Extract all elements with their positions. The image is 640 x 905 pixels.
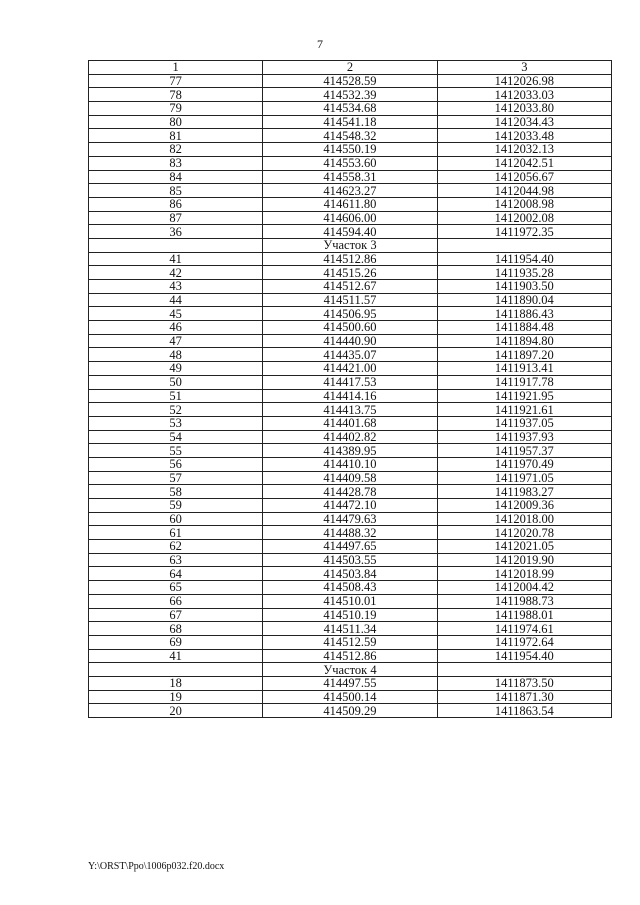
x-coordinate-cell: 414435.07 bbox=[263, 348, 437, 362]
y-coordinate-cell: 1412008.98 bbox=[437, 197, 611, 211]
point-number-cell: 64 bbox=[89, 567, 263, 581]
file-path-footer: Y:\ORST\Ppo\1006p032.f20.docx bbox=[88, 861, 225, 872]
y-coordinate-cell: 1412018.99 bbox=[437, 567, 611, 581]
header-cell-1: 1 bbox=[89, 61, 263, 75]
point-number-cell: 42 bbox=[89, 266, 263, 280]
point-number-cell: 48 bbox=[89, 348, 263, 362]
x-coordinate-cell: 414509.29 bbox=[263, 704, 437, 718]
point-number-cell: 55 bbox=[89, 444, 263, 458]
x-coordinate-cell: 414508.43 bbox=[263, 581, 437, 595]
point-number-cell: 49 bbox=[89, 362, 263, 376]
y-coordinate-cell: 1412033.80 bbox=[437, 102, 611, 116]
x-coordinate-cell: 414409.58 bbox=[263, 471, 437, 485]
x-coordinate-cell: 414515.26 bbox=[263, 266, 437, 280]
table-row bbox=[89, 444, 612, 458]
table-header-row bbox=[89, 61, 612, 75]
point-number-cell: 86 bbox=[89, 197, 263, 211]
x-coordinate-cell: 414497.65 bbox=[263, 540, 437, 554]
y-coordinate-cell: 1412020.78 bbox=[437, 526, 611, 540]
point-number-cell: 66 bbox=[89, 594, 263, 608]
table-row bbox=[89, 225, 612, 239]
y-coordinate-cell: 1411871.30 bbox=[437, 690, 611, 704]
y-coordinate-cell: 1411974.61 bbox=[437, 622, 611, 636]
table-row bbox=[89, 526, 612, 540]
x-coordinate-cell: 414389.95 bbox=[263, 444, 437, 458]
x-coordinate-cell: 414541.18 bbox=[263, 115, 437, 129]
x-coordinate-cell: 414410.10 bbox=[263, 457, 437, 471]
y-coordinate-cell: 1412026.98 bbox=[437, 74, 611, 88]
table-row bbox=[89, 581, 612, 595]
x-coordinate-cell: 414417.53 bbox=[263, 375, 437, 389]
table-row bbox=[89, 594, 612, 608]
y-coordinate-cell: 1411921.61 bbox=[437, 403, 611, 417]
section-title: Участок 4 bbox=[263, 663, 437, 677]
table-row bbox=[89, 540, 612, 554]
point-number-cell: 61 bbox=[89, 526, 263, 540]
point-number-cell: 44 bbox=[89, 293, 263, 307]
table-row bbox=[89, 184, 612, 198]
table-row bbox=[89, 457, 612, 471]
section-spacer bbox=[437, 238, 611, 252]
x-coordinate-cell: 414401.68 bbox=[263, 416, 437, 430]
y-coordinate-cell: 1412033.48 bbox=[437, 129, 611, 143]
x-coordinate-cell: 414611.80 bbox=[263, 197, 437, 211]
x-coordinate-cell: 414503.55 bbox=[263, 553, 437, 567]
y-coordinate-cell: 1411935.28 bbox=[437, 266, 611, 280]
x-coordinate-cell: 414553.60 bbox=[263, 156, 437, 170]
section-spacer bbox=[437, 663, 611, 677]
header-cell-3: 3 bbox=[437, 61, 611, 75]
point-number-cell: 41 bbox=[89, 649, 263, 663]
table-row bbox=[89, 471, 612, 485]
y-coordinate-cell: 1411983.27 bbox=[437, 485, 611, 499]
point-number-cell: 53 bbox=[89, 416, 263, 430]
point-number-cell: 54 bbox=[89, 430, 263, 444]
table-row bbox=[89, 321, 612, 335]
x-coordinate-cell: 414511.57 bbox=[263, 293, 437, 307]
point-number-cell: 68 bbox=[89, 622, 263, 636]
table-row bbox=[89, 266, 612, 280]
table-row bbox=[89, 362, 612, 376]
x-coordinate-cell: 414512.67 bbox=[263, 280, 437, 294]
table-row bbox=[89, 211, 612, 225]
x-coordinate-cell: 414512.86 bbox=[263, 252, 437, 266]
table-row bbox=[89, 252, 612, 266]
x-coordinate-cell: 414532.39 bbox=[263, 88, 437, 102]
y-coordinate-cell: 1412009.36 bbox=[437, 499, 611, 513]
point-number-cell: 60 bbox=[89, 512, 263, 526]
table-row bbox=[89, 102, 612, 116]
y-coordinate-cell: 1411913.41 bbox=[437, 362, 611, 376]
point-number-cell: 47 bbox=[89, 334, 263, 348]
point-number-cell: 19 bbox=[89, 690, 263, 704]
y-coordinate-cell: 1411970.49 bbox=[437, 457, 611, 471]
table-row bbox=[89, 348, 612, 362]
table-row bbox=[89, 704, 612, 718]
table-row bbox=[89, 170, 612, 184]
point-number-cell: 57 bbox=[89, 471, 263, 485]
x-coordinate-cell: 414510.19 bbox=[263, 608, 437, 622]
x-coordinate-cell: 414414.16 bbox=[263, 389, 437, 403]
point-number-cell: 87 bbox=[89, 211, 263, 225]
x-coordinate-cell: 414488.32 bbox=[263, 526, 437, 540]
x-coordinate-cell: 414510.01 bbox=[263, 594, 437, 608]
point-number-cell: 50 bbox=[89, 375, 263, 389]
coordinates-table bbox=[88, 60, 612, 718]
x-coordinate-cell: 414548.32 bbox=[263, 129, 437, 143]
table-row bbox=[89, 143, 612, 157]
y-coordinate-cell: 1411988.73 bbox=[437, 594, 611, 608]
y-coordinate-cell: 1411873.50 bbox=[437, 676, 611, 690]
table-row bbox=[89, 567, 612, 581]
y-coordinate-cell: 1411954.40 bbox=[437, 649, 611, 663]
table-row bbox=[89, 197, 612, 211]
y-coordinate-cell: 1411972.35 bbox=[437, 225, 611, 239]
point-number-cell: 59 bbox=[89, 499, 263, 513]
table-row bbox=[89, 635, 612, 649]
x-coordinate-cell: 414500.60 bbox=[263, 321, 437, 335]
point-number-cell: 62 bbox=[89, 540, 263, 554]
y-coordinate-cell: 1411897.20 bbox=[437, 348, 611, 362]
y-coordinate-cell: 1411988.01 bbox=[437, 608, 611, 622]
x-coordinate-cell: 414606.00 bbox=[263, 211, 437, 225]
point-number-cell: 63 bbox=[89, 553, 263, 567]
table-row bbox=[89, 88, 612, 102]
y-coordinate-cell: 1412044.98 bbox=[437, 184, 611, 198]
y-coordinate-cell: 1411884.48 bbox=[437, 321, 611, 335]
point-number-cell: 84 bbox=[89, 170, 263, 184]
x-coordinate-cell: 414534.68 bbox=[263, 102, 437, 116]
section-spacer bbox=[89, 663, 263, 677]
y-coordinate-cell: 1411903.50 bbox=[437, 280, 611, 294]
y-coordinate-cell: 1412034.43 bbox=[437, 115, 611, 129]
x-coordinate-cell: 414623.27 bbox=[263, 184, 437, 198]
table-row bbox=[89, 416, 612, 430]
y-coordinate-cell: 1411917.78 bbox=[437, 375, 611, 389]
y-coordinate-cell: 1412019.90 bbox=[437, 553, 611, 567]
y-coordinate-cell: 1411954.40 bbox=[437, 252, 611, 266]
point-number-cell: 85 bbox=[89, 184, 263, 198]
table-row bbox=[89, 608, 612, 622]
point-number-cell: 67 bbox=[89, 608, 263, 622]
x-coordinate-cell: 414497.55 bbox=[263, 676, 437, 690]
point-number-cell: 51 bbox=[89, 389, 263, 403]
x-coordinate-cell: 414428.78 bbox=[263, 485, 437, 499]
point-number-cell: 20 bbox=[89, 704, 263, 718]
x-coordinate-cell: 414550.19 bbox=[263, 143, 437, 157]
x-coordinate-cell: 414402.82 bbox=[263, 430, 437, 444]
y-coordinate-cell: 1411957.37 bbox=[437, 444, 611, 458]
x-coordinate-cell: 414500.14 bbox=[263, 690, 437, 704]
point-number-cell: 65 bbox=[89, 581, 263, 595]
y-coordinate-cell: 1412056.67 bbox=[437, 170, 611, 184]
point-number-cell: 41 bbox=[89, 252, 263, 266]
section-spacer bbox=[89, 238, 263, 252]
table-row bbox=[89, 293, 612, 307]
table-row bbox=[89, 74, 612, 88]
section-title: Участок 3 bbox=[263, 238, 437, 252]
x-coordinate-cell: 414503.84 bbox=[263, 567, 437, 581]
table-row bbox=[89, 403, 612, 417]
table-row bbox=[89, 553, 612, 567]
point-number-cell: 69 bbox=[89, 635, 263, 649]
x-coordinate-cell: 414528.59 bbox=[263, 74, 437, 88]
y-coordinate-cell: 1411886.43 bbox=[437, 307, 611, 321]
x-coordinate-cell: 414511.34 bbox=[263, 622, 437, 636]
y-coordinate-cell: 1411921.95 bbox=[437, 389, 611, 403]
x-coordinate-cell: 414472.10 bbox=[263, 499, 437, 513]
table-row bbox=[89, 156, 612, 170]
x-coordinate-cell: 414421.00 bbox=[263, 362, 437, 376]
page-number: 7 bbox=[317, 37, 323, 51]
table-row bbox=[89, 115, 612, 129]
point-number-cell: 80 bbox=[89, 115, 263, 129]
table-row bbox=[89, 430, 612, 444]
point-number-cell: 81 bbox=[89, 129, 263, 143]
y-coordinate-cell: 1412004.42 bbox=[437, 581, 611, 595]
table-row bbox=[89, 307, 612, 321]
y-coordinate-cell: 1412042.51 bbox=[437, 156, 611, 170]
table-row bbox=[89, 649, 612, 663]
point-number-cell: 46 bbox=[89, 321, 263, 335]
y-coordinate-cell: 1411937.93 bbox=[437, 430, 611, 444]
y-coordinate-cell: 1411972.64 bbox=[437, 635, 611, 649]
table-row bbox=[89, 499, 612, 513]
y-coordinate-cell: 1411971.05 bbox=[437, 471, 611, 485]
point-number-cell: 45 bbox=[89, 307, 263, 321]
y-coordinate-cell: 1411937.05 bbox=[437, 416, 611, 430]
section-row bbox=[89, 663, 612, 677]
y-coordinate-cell: 1412032.13 bbox=[437, 143, 611, 157]
header-cell-2: 2 bbox=[263, 61, 437, 75]
y-coordinate-cell: 1411894.80 bbox=[437, 334, 611, 348]
point-number-cell: 36 bbox=[89, 225, 263, 239]
x-coordinate-cell: 414413.75 bbox=[263, 403, 437, 417]
section-row bbox=[89, 238, 612, 252]
x-coordinate-cell: 414558.31 bbox=[263, 170, 437, 184]
y-coordinate-cell: 1412018.00 bbox=[437, 512, 611, 526]
point-number-cell: 79 bbox=[89, 102, 263, 116]
point-number-cell: 58 bbox=[89, 485, 263, 499]
table-row bbox=[89, 280, 612, 294]
table-row bbox=[89, 129, 612, 143]
y-coordinate-cell: 1411863.54 bbox=[437, 704, 611, 718]
point-number-cell: 82 bbox=[89, 143, 263, 157]
x-coordinate-cell: 414506.95 bbox=[263, 307, 437, 321]
x-coordinate-cell: 414440.90 bbox=[263, 334, 437, 348]
table-row bbox=[89, 690, 612, 704]
table-row bbox=[89, 334, 612, 348]
point-number-cell: 83 bbox=[89, 156, 263, 170]
table-row bbox=[89, 676, 612, 690]
table-row bbox=[89, 389, 612, 403]
y-coordinate-cell: 1411890.04 bbox=[437, 293, 611, 307]
y-coordinate-cell: 1412002.08 bbox=[437, 211, 611, 225]
table-body bbox=[89, 74, 612, 717]
point-number-cell: 77 bbox=[89, 74, 263, 88]
point-number-cell: 18 bbox=[89, 676, 263, 690]
point-number-cell: 52 bbox=[89, 403, 263, 417]
table-row bbox=[89, 375, 612, 389]
point-number-cell: 43 bbox=[89, 280, 263, 294]
x-coordinate-cell: 414594.40 bbox=[263, 225, 437, 239]
x-coordinate-cell: 414479.63 bbox=[263, 512, 437, 526]
point-number-cell: 56 bbox=[89, 457, 263, 471]
point-number-cell: 78 bbox=[89, 88, 263, 102]
y-coordinate-cell: 1412033.03 bbox=[437, 88, 611, 102]
x-coordinate-cell: 414512.59 bbox=[263, 635, 437, 649]
x-coordinate-cell: 414512.86 bbox=[263, 649, 437, 663]
table-row bbox=[89, 622, 612, 636]
table-row bbox=[89, 485, 612, 499]
table-row bbox=[89, 512, 612, 526]
y-coordinate-cell: 1412021.05 bbox=[437, 540, 611, 554]
